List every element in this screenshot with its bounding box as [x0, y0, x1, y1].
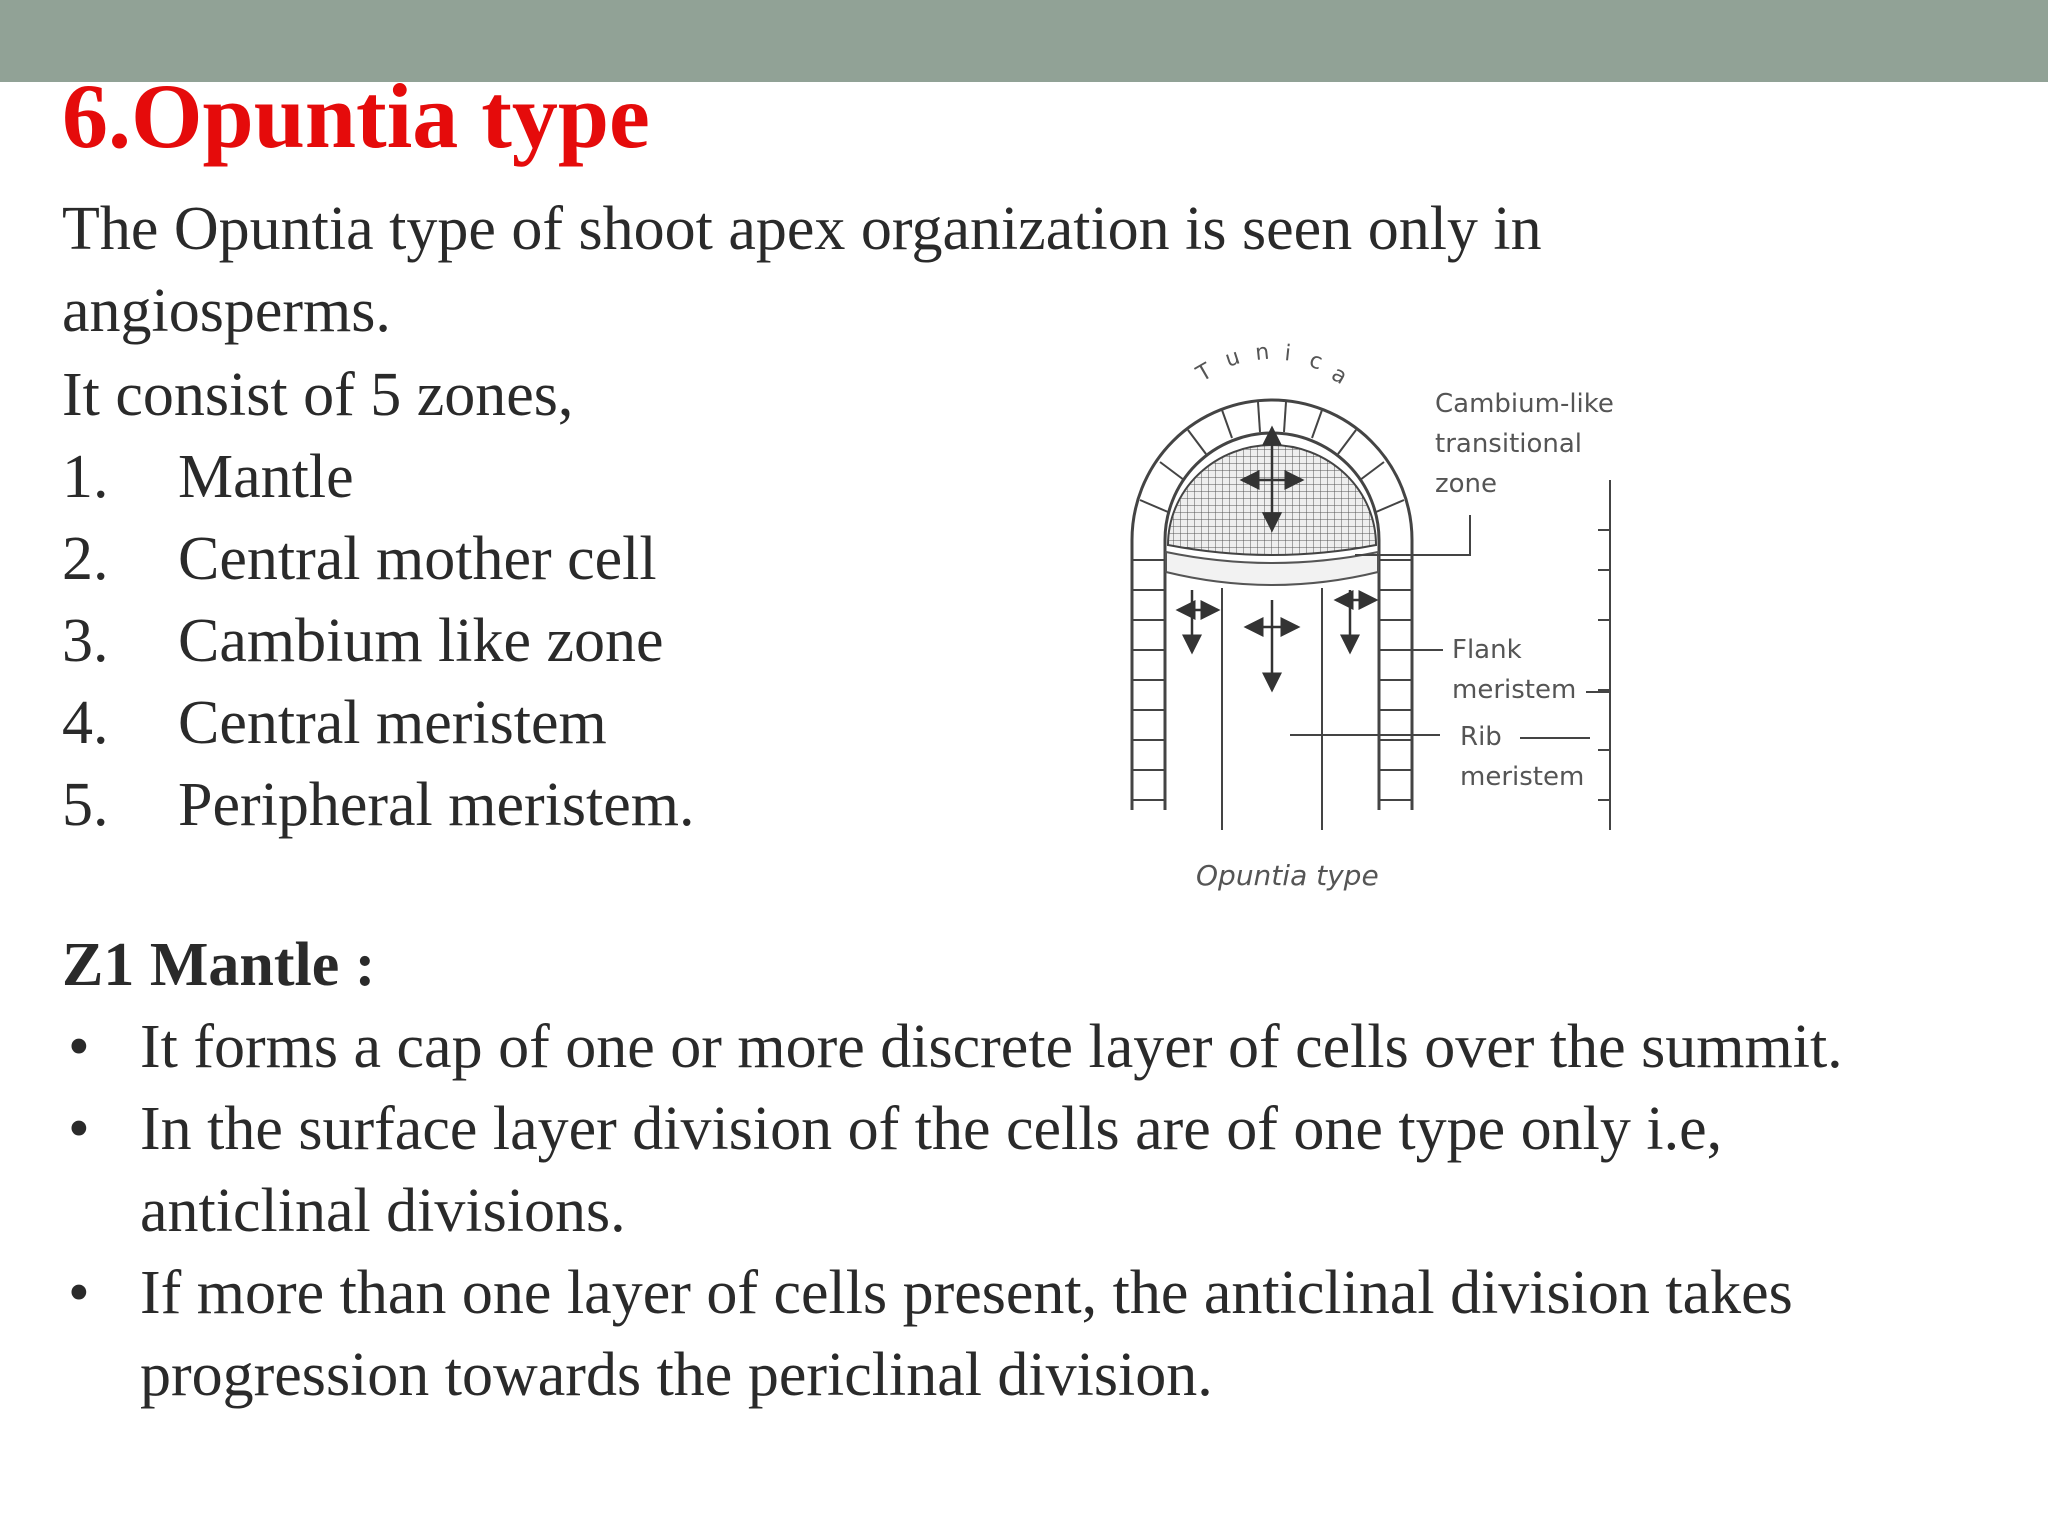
zone-label: Peripheral meristem.: [178, 771, 695, 839]
zone-item: [62, 436, 695, 518]
zone-item: [62, 764, 695, 846]
zone-item: [62, 518, 695, 600]
zone-label: Cambium like zone: [178, 607, 664, 675]
intro-line-2: angiosperms.: [62, 277, 391, 345]
bullet-item: [62, 1252, 1962, 1416]
cambium-label-line-3: zone: [1435, 469, 1498, 499]
cambium-label-line-1: Cambium-like: [1435, 389, 1614, 419]
zone-item: [62, 600, 695, 682]
zone-label: Central meristem: [178, 689, 607, 757]
flank-label-line-2: meristem: [1452, 675, 1577, 705]
opuntia-diagram: [1110, 330, 1620, 910]
bullet-text: It forms a cap of one or more discrete layer of cells over the summit.: [140, 1013, 1843, 1081]
zone-item: [62, 682, 695, 764]
zone-list: [62, 436, 695, 846]
bullet-marker: •: [68, 1013, 90, 1081]
section-heading: Z1 Mantle :: [62, 931, 376, 999]
zone-number: 1.: [62, 443, 109, 511]
tunica-letter: a: [1327, 361, 1352, 390]
bullet-item: [62, 1006, 1962, 1088]
slide-title: 6.Opuntia type: [62, 65, 650, 167]
tunica-letter: n: [1254, 339, 1271, 366]
intro-line-1: The Opuntia type of shoot apex organization is seen only in: [62, 195, 1542, 263]
cambium-label-line-2: transitional: [1435, 429, 1583, 459]
bullet-text: If more than one layer of cells present, the anticlinal division takes progression towards the periclinal division.: [140, 1259, 1793, 1409]
zone-number: 5.: [62, 771, 109, 839]
tunica-letter: T: [1192, 358, 1217, 388]
tunica-letter: c: [1306, 347, 1326, 376]
tunica-letter: i: [1283, 341, 1293, 367]
bullet-text: In the surface layer division of the cells are of one type only i.e, anticlinal divisions.: [140, 1095, 1723, 1245]
tunica-letter: u: [1222, 344, 1244, 373]
zone-number: 2.: [62, 525, 109, 593]
rib-label-line-2: meristem: [1460, 762, 1585, 792]
rib-label-line-1: Rib: [1460, 722, 1502, 752]
zone-label: Central mother cell: [178, 525, 657, 593]
bullet-marker: •: [68, 1095, 90, 1163]
stem-fragment: [1598, 480, 1610, 830]
zones-intro: It consist of 5 zones,: [62, 361, 574, 429]
bullet-list: [62, 1006, 1962, 1416]
zone-number: 4.: [62, 689, 109, 757]
bullet-item: [62, 1088, 1962, 1252]
zone-number: 3.: [62, 607, 109, 675]
flank-label-line-1: Flank: [1452, 635, 1522, 665]
bullet-marker: •: [68, 1259, 90, 1327]
diagram-caption: Opuntia type: [1196, 859, 1379, 892]
cambium-like-zone: [1166, 552, 1378, 585]
zone-label: Mantle: [178, 443, 354, 511]
